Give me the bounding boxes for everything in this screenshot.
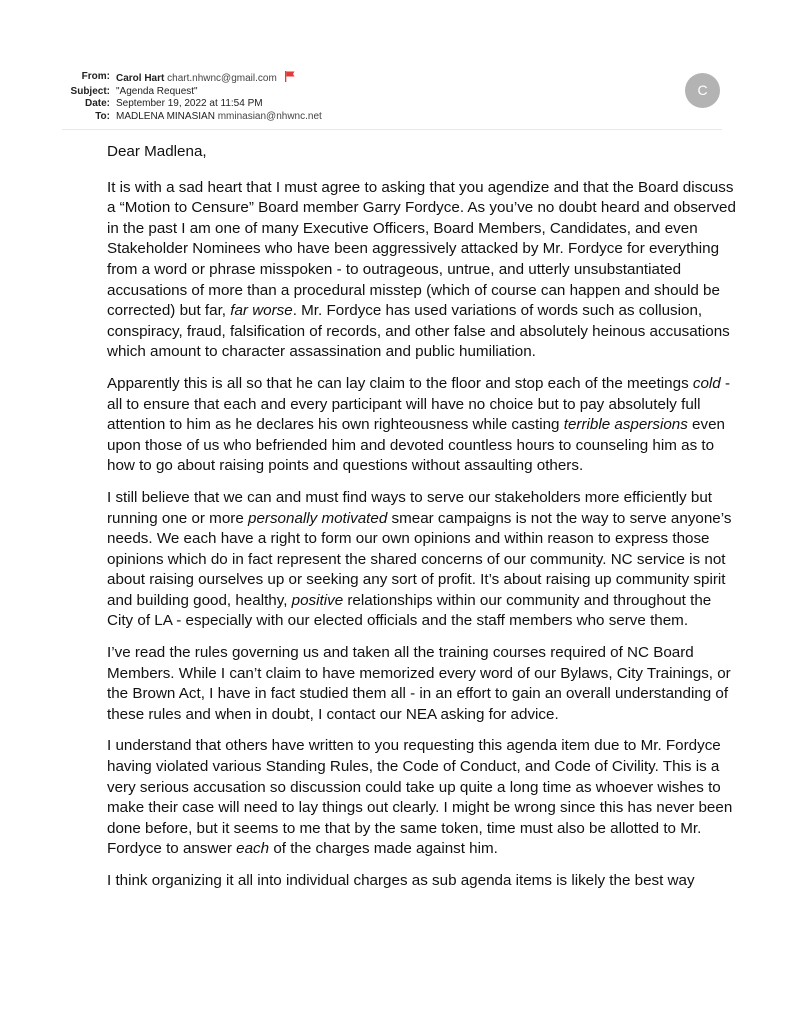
- paragraph-4: I’ve read the rules governing us and taken all the training courses required of NC Board Members. While I can’t claim to have memorized every word of our Bylaws, City Trainings, or the Brown Act, I have in fact studied them all - in an effort to gain an overall understanding of these rules and when in doubt, I contact our NEA asking for advice.: [107, 644, 731, 723]
- flag-icon[interactable]: [285, 71, 295, 82]
- date-label: Date:: [84, 98, 110, 109]
- sender-name: Carol Hart: [116, 73, 165, 84]
- email-body: [107, 142, 737, 955]
- to-row: [40, 111, 740, 124]
- subject-row: [40, 86, 740, 99]
- header-divider: [62, 129, 722, 130]
- sender-email[interactable]: chart.nhwnc@gmail.com: [167, 73, 277, 84]
- to-label: To:: [95, 110, 110, 122]
- paragraph-5: I understand that others have written to you requesting this agenda item due to Mr. Fordyce having violated various Standing Rules, the Code of Conduct, and Code of Civility. This is a very serious accusation so discussion could take up quite a long time as whoever wishes to make their case will need to lay things out clearly. I might be wrong since this has never been done before, but it seems to me that by the same token, time must also be allotted to Mr. Fordyce to answer each of the charges made against him.: [107, 737, 733, 858]
- from-row: [40, 71, 740, 86]
- paragraph-1: It is with a sad heart that I must agree to asking that you agendize and that the Board discuss a “Motion to Censure” Board member Garry Fordyce. As you’ve no doubt heard and observed in the past I am one of many Executive Officers, Board Members, Candidates, and even Stakeholder Nominees who have been aggressively attacked by Mr. Fordyce for everything from a word or phrase misspoken - to outrageous, untrue, and utterly unsubstantiated accusations of more than a procedural misstep (which of course can happen and should be corrected) but far, far worse. Mr. Fordyce has used variations of words such as collusion, conspiracy, fraud, falsification of records, and other false and absolutely heinous accusations which amount to character assassination and public humiliation.: [107, 178, 736, 361]
- avatar: C: [685, 73, 720, 108]
- paragraph-3: I still believe that we can and must find ways to serve our stakeholders more efficiently but running one or more personally motivated smear campaigns is not the way to serve anyone’s needs. We each have a right to form our own opinions and within reason to express those opinions which do in fact represent the shared concerns of our community. NC service is not about raising ourselves up or seeking any sort of profit. It’s about raising up community spirit and building good, healthy, positive relationships within our community and throughout the City of LA - especially with our elected officials and the staff members who serve them.: [107, 488, 732, 630]
- email-header: [40, 71, 740, 123]
- recipient-email[interactable]: mminasian@nhwnc.net: [217, 110, 322, 122]
- paragraph-2: Apparently this is all so that he can lay claim to the floor and stop each of the meetings cold - all to ensure that each and every participant will have no choice but to pay absolutely full attention to him as he declares his own righteousness while casting terrible aspersions even upon those of us who befriended him and devoted countless hours to counseling him as to how to go about raising points and questions without assaulting others.: [107, 374, 731, 475]
- paragraph-6: I think organizing it all into individual charges as sub agenda items is likely the best way: [107, 872, 695, 889]
- recipient-name: MADLENA MINASIAN: [116, 110, 215, 122]
- subject-value: "Agenda Request": [116, 85, 198, 97]
- date-value: September 19, 2022 at 11:54 PM: [116, 98, 263, 109]
- subject-label: Subject:: [70, 85, 110, 97]
- date-row: [40, 98, 740, 111]
- from-label: From:: [81, 71, 110, 82]
- greeting: Dear Madlena,: [107, 143, 207, 160]
